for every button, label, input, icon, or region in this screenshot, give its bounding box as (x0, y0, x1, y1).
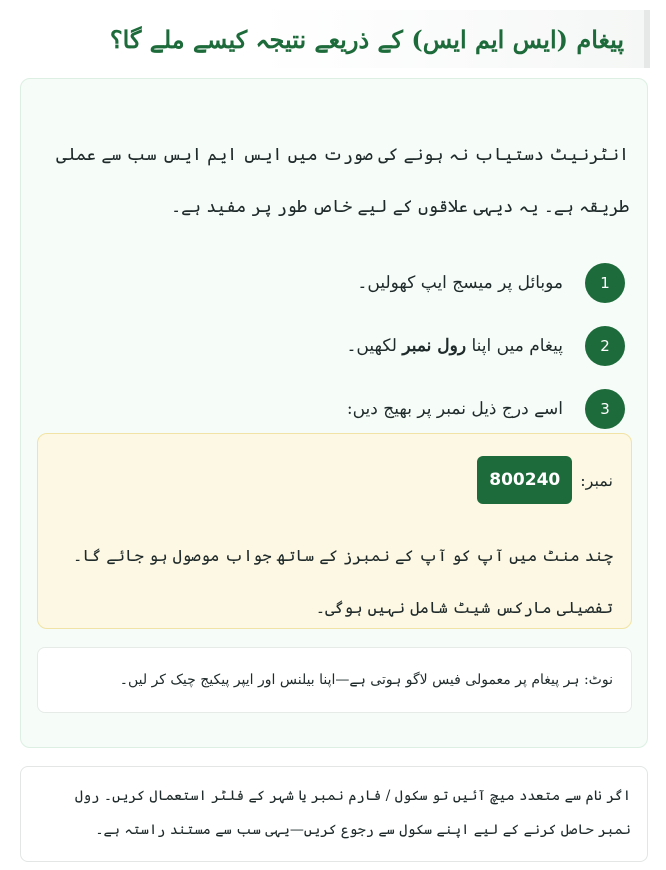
step-text: موبائل پر میسج ایپ کھولیں۔ (357, 273, 563, 293)
step-number-badge: 1 (585, 263, 625, 303)
fee-note (37, 647, 632, 713)
step-text (346, 335, 563, 356)
step-item-3 (205, 377, 625, 440)
sms-number-label: نمبر: (580, 470, 613, 490)
sms-method-card (20, 78, 648, 748)
section-title: پیغام (ایس ایم ایس) کے ذریعے نتیجہ کیسے ملے گا؟ (109, 24, 624, 54)
tip-card (20, 766, 648, 862)
sms-short-code[interactable]: 800240 (477, 456, 572, 504)
step-text: اسے درج ذیل نمبر پر بھیج دیں: (346, 399, 563, 419)
fee-note-text: نوٹ: ہر پیغام پر معمولی فیس لاگو ہوتی ہے—اپنا بیلنس اور ایپر پیکیج چیک کر لیں۔ (119, 672, 613, 688)
sms-info-text: چند منٹ میں آپ کو آپ کے نمبرز کے ساتھ جواب موصول ہو جائے گا۔ تفصیلی مارکس شیٹ شامل نہیں ہوگی۔ (73, 546, 613, 617)
step-number-badge: 3 (585, 389, 625, 429)
section-heading (0, 10, 650, 68)
step-text-after: لکھیں۔ (346, 336, 403, 356)
sms-number-box (37, 433, 632, 629)
step-item-1 (205, 251, 625, 314)
tip-text: اگر نام سے متعدد میچ آئیں تو سکول / فارم نمبر یا شہر کے فلٹر استعمال کریں۔ رول نمبر حاصل کرنے کے لیے اپنے سکول سے رجوع کریں—یہی سب سے مستند راستہ ہے۔ (74, 788, 631, 838)
step-text-before: پیغام میں اپنا (466, 336, 563, 356)
step-item-2 (205, 314, 625, 377)
steps-list (205, 251, 625, 440)
step-number-badge: 2 (585, 326, 625, 366)
sms-number-row (477, 456, 613, 504)
step-text-bold: رول نمبر (402, 336, 467, 356)
intro-text: انٹرنیٹ دستیاب نہ ہونے کی صورت میں ایس ایم ایس سب سے عملی طریقہ ہے۔ یہ دیہی علاقوں کے لیے خاص طور پر مفید ہے۔ (56, 145, 629, 217)
